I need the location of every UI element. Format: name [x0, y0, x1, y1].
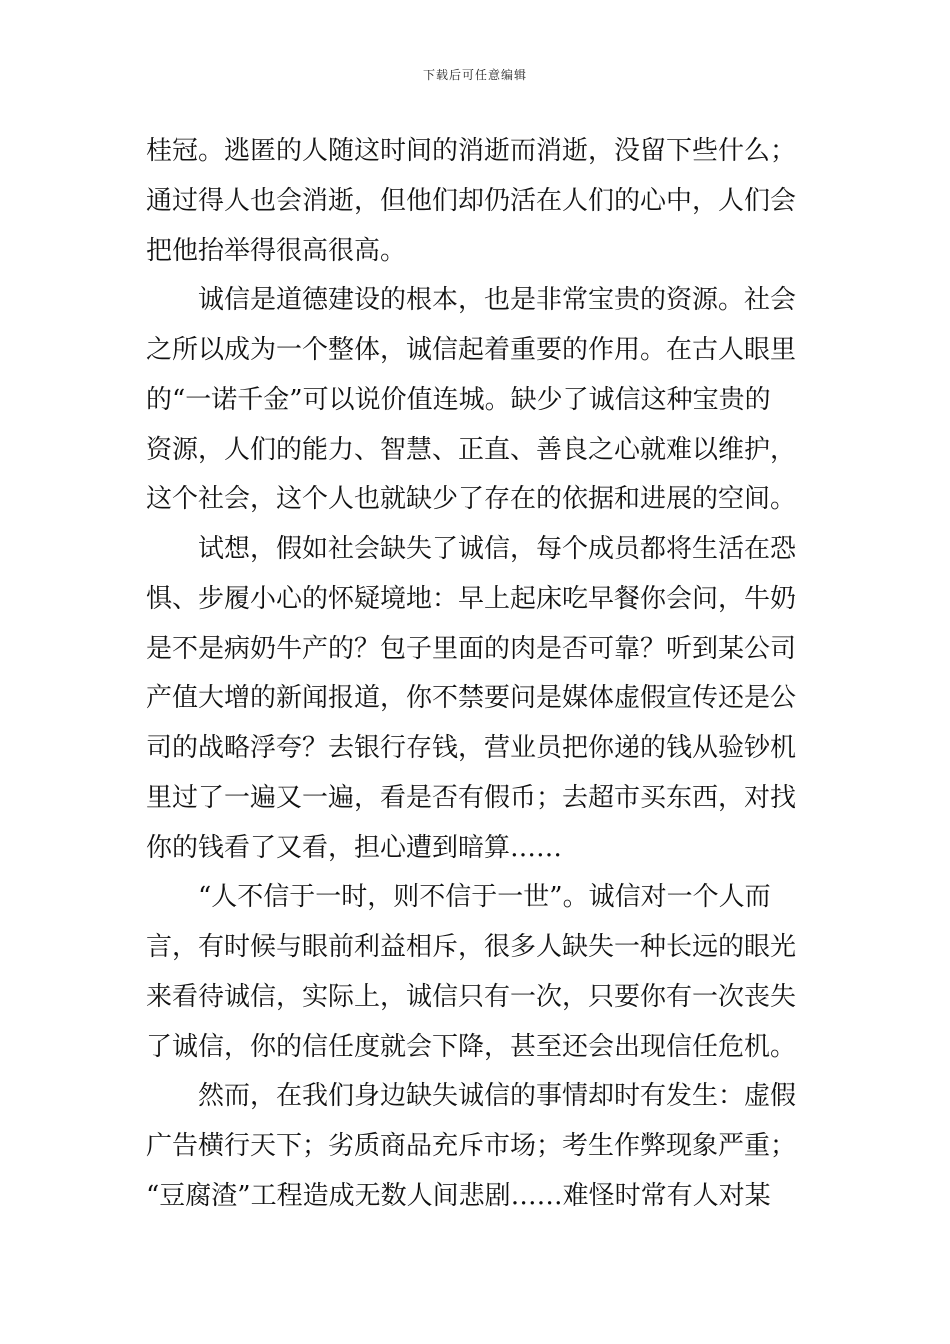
text-line: 惧、步履小心的怀疑境地：早上起床吃早餐你会问，牛奶 [146, 583, 797, 614]
text-line: 的“一诺千金”可以说价值连城。缺少了诚信这种宝贵的 [146, 384, 771, 415]
text-line: 通过得人也会消逝，但他们却仍活在人们的心中，人们会 [146, 185, 797, 216]
paragraph-first-line: 然而，在我们身边缺失诚信的事情却时有发生：虚假 [198, 1081, 797, 1112]
header-note: 下载后可任意编辑 [422, 68, 527, 82]
text-line: 里过了一遍又一遍，看是否有假币；去超市买东西，对找 [146, 782, 797, 813]
text-line: “豆腐渣”工程造成无数人间悲剧……难怪时常有人对某 [146, 1180, 771, 1211]
text-line: 之所以成为一个整体，诚信起着重要的作用。在古人眼里 [146, 335, 797, 365]
text-line: 把他抬举得很高很高。 [146, 235, 407, 266]
text-line: 你的钱看了又看，担心遭到暗算…… [146, 832, 563, 863]
text-line: 资源，人们的能力、智慧、正直、善良之心就难以维护， [146, 434, 797, 465]
text-line: 了诚信，你的信任度就会下降，甚至还会出现信任危机。 [146, 1031, 797, 1062]
text-line: 这个社会，这个人也就缺少了存在的依据和进展的空间。 [146, 484, 797, 515]
paragraph-first-line: 诚信是道德建设的根本，也是非常宝贵的资源。社会 [198, 285, 797, 316]
text-line: 广告横行天下；劣质商品充斥市场；考生作弊现象严重； [146, 1131, 797, 1161]
paragraph-first-line: 试想，假如社会缺失了诚信，每个成员都将生活在恐 [198, 534, 797, 564]
text-line: 司的战略浮夸？去银行存钱，营业员把你递的钱从验钞机 [146, 733, 797, 763]
body-text [146, 127, 810, 1222]
text-line: 产值大增的新闻报道，你不禁要问是媒体虚假宣传还是公 [146, 683, 797, 714]
text-line: 言，有时候与眼前利益相斥，很多人缺失一种长远的眼光 [146, 932, 797, 962]
text-line: 桂冠。逃匿的人随这时间的消逝而消逝，没留下些什么； [146, 136, 797, 166]
paragraph-first-line: “人不信于一时，则不信于一世”。诚信对一个人而 [198, 882, 771, 913]
text-line: 来看待诚信，实际上，诚信只有一次，只要你有一次丧失 [146, 981, 797, 1012]
text-line: 是不是病奶牛产的？包子里面的肉是否可靠？听到某公司 [146, 633, 797, 664]
